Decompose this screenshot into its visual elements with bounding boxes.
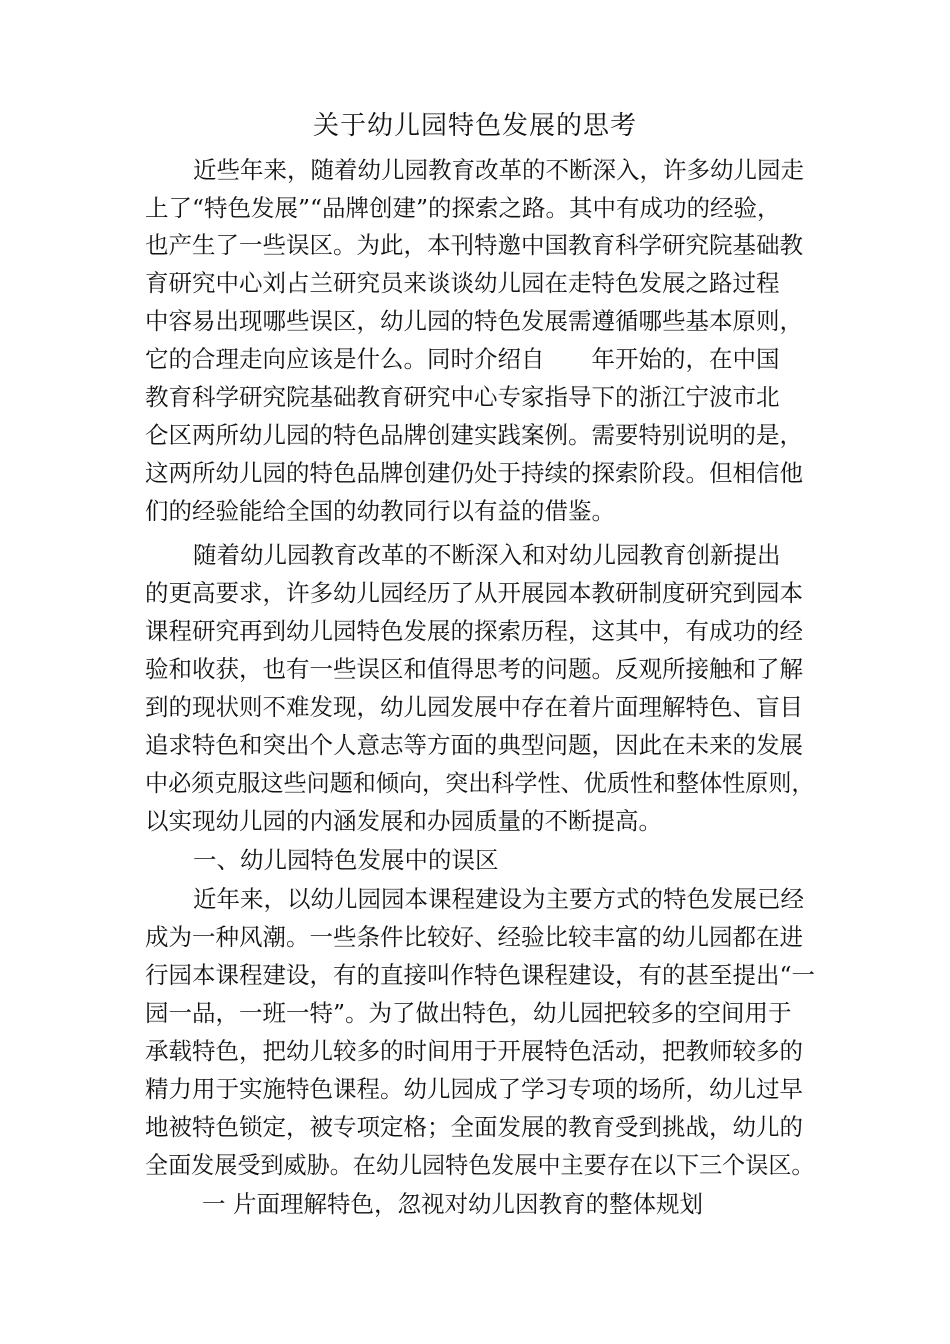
page-title: 关于幼儿园特色发展的思考 [312, 111, 637, 141]
paragraph-line: 教育科学研究院基础教育研究中心专家指导下的浙江宁波市北 [145, 383, 780, 411]
paragraph-line: 到的现状则不难发现，幼儿园发展中存在着片面理解特色、盲目 [145, 693, 803, 721]
paragraph-line: 验和收获，也有一些误区和值得思考的问题。反观所接触和了解 [145, 655, 803, 683]
paragraph-line: 承载特色，把幼儿较多的时间用于开展特色活动，把教师较多的 [145, 1037, 803, 1065]
paragraph-line: 精力用于实施特色课程。幼儿园成了学习专项的场所，幼儿过早 [145, 1075, 803, 1103]
paragraph-line: 它的合理走向应该是什么。同时介绍自 年开始的，在中国 [145, 345, 780, 373]
paragraph-line: 课程研究再到幼儿园特色发展的探索历程，这其中，有成功的经 [145, 617, 803, 645]
subsection-heading: 一 片面理解特色，忽视对幼儿因教育的整体规划 [202, 1190, 703, 1218]
paragraph-line: 近年来，以幼儿园园本课程建设为主要方式的特色发展已经 [193, 885, 804, 913]
paragraph-line: 以实现幼儿园的内涵发展和办园质量的不断提高。 [145, 807, 662, 835]
paragraph-line: 育研究中心刘占兰研究员来谈谈幼儿园在走特色发展之路过程 [145, 269, 780, 297]
paragraph-line: 园一品，一班一特”。为了做出特色，幼儿园把较多的空间用于 [145, 999, 792, 1027]
paragraph-line: 们的经验能给全国的幼教同行以有益的借鉴。 [145, 497, 615, 525]
paragraph-line: 这两所幼儿园的特色品牌创建仍处于持续的探索阶段。但相信他 [145, 459, 803, 487]
paragraph-line: 全面发展受到威胁。在幼儿园特色发展中主要存在以下三个误区。 [145, 1151, 815, 1179]
paragraph-line: 中容易出现哪些误区，幼儿园的特色发展需遵循哪些基本原则， [145, 307, 803, 335]
paragraph-line: 上了“特色发展”“品牌创建”的探索之路。其中有成功的经验， [145, 194, 781, 222]
paragraph-line: 的更高要求，许多幼儿园经历了从开展园本教研制度研究到园本 [145, 579, 803, 607]
paragraph-line: 行园本课程建设，有的直接叫作特色课程建设，有的甚至提出“一 [145, 961, 816, 989]
section-heading: 一、幼儿园特色发展中的误区 [193, 846, 499, 874]
paragraph-line: 成为一种风潮。一些条件比较好、经验比较丰富的幼儿园都在进 [145, 923, 803, 951]
paragraph-line: 追求特色和突出个人意志等方面的典型问题，因此在未来的发展 [145, 731, 803, 759]
paragraph-line: 近些年来，随着幼儿园教育改革的不断深入，许多幼儿园走 [193, 156, 804, 184]
paragraph-line: 随着幼儿园教育改革的不断深入和对幼儿园教育创新提出 [193, 541, 781, 569]
paragraph-line: 仑区两所幼儿园的特色品牌创建实践案例。需要特别说明的是， [145, 421, 803, 449]
paragraph-line: 中必须克服这些问题和倾向，突出科学性、优质性和整体性原则， [145, 769, 815, 797]
paragraph-line: 也产生了一些误区。为此，本刊特邀中国教育科学研究院基础教 [145, 231, 803, 259]
paragraph-line: 地被特色锁定，被专项定格；全面发展的教育受到挑战，幼儿的 [145, 1113, 803, 1141]
